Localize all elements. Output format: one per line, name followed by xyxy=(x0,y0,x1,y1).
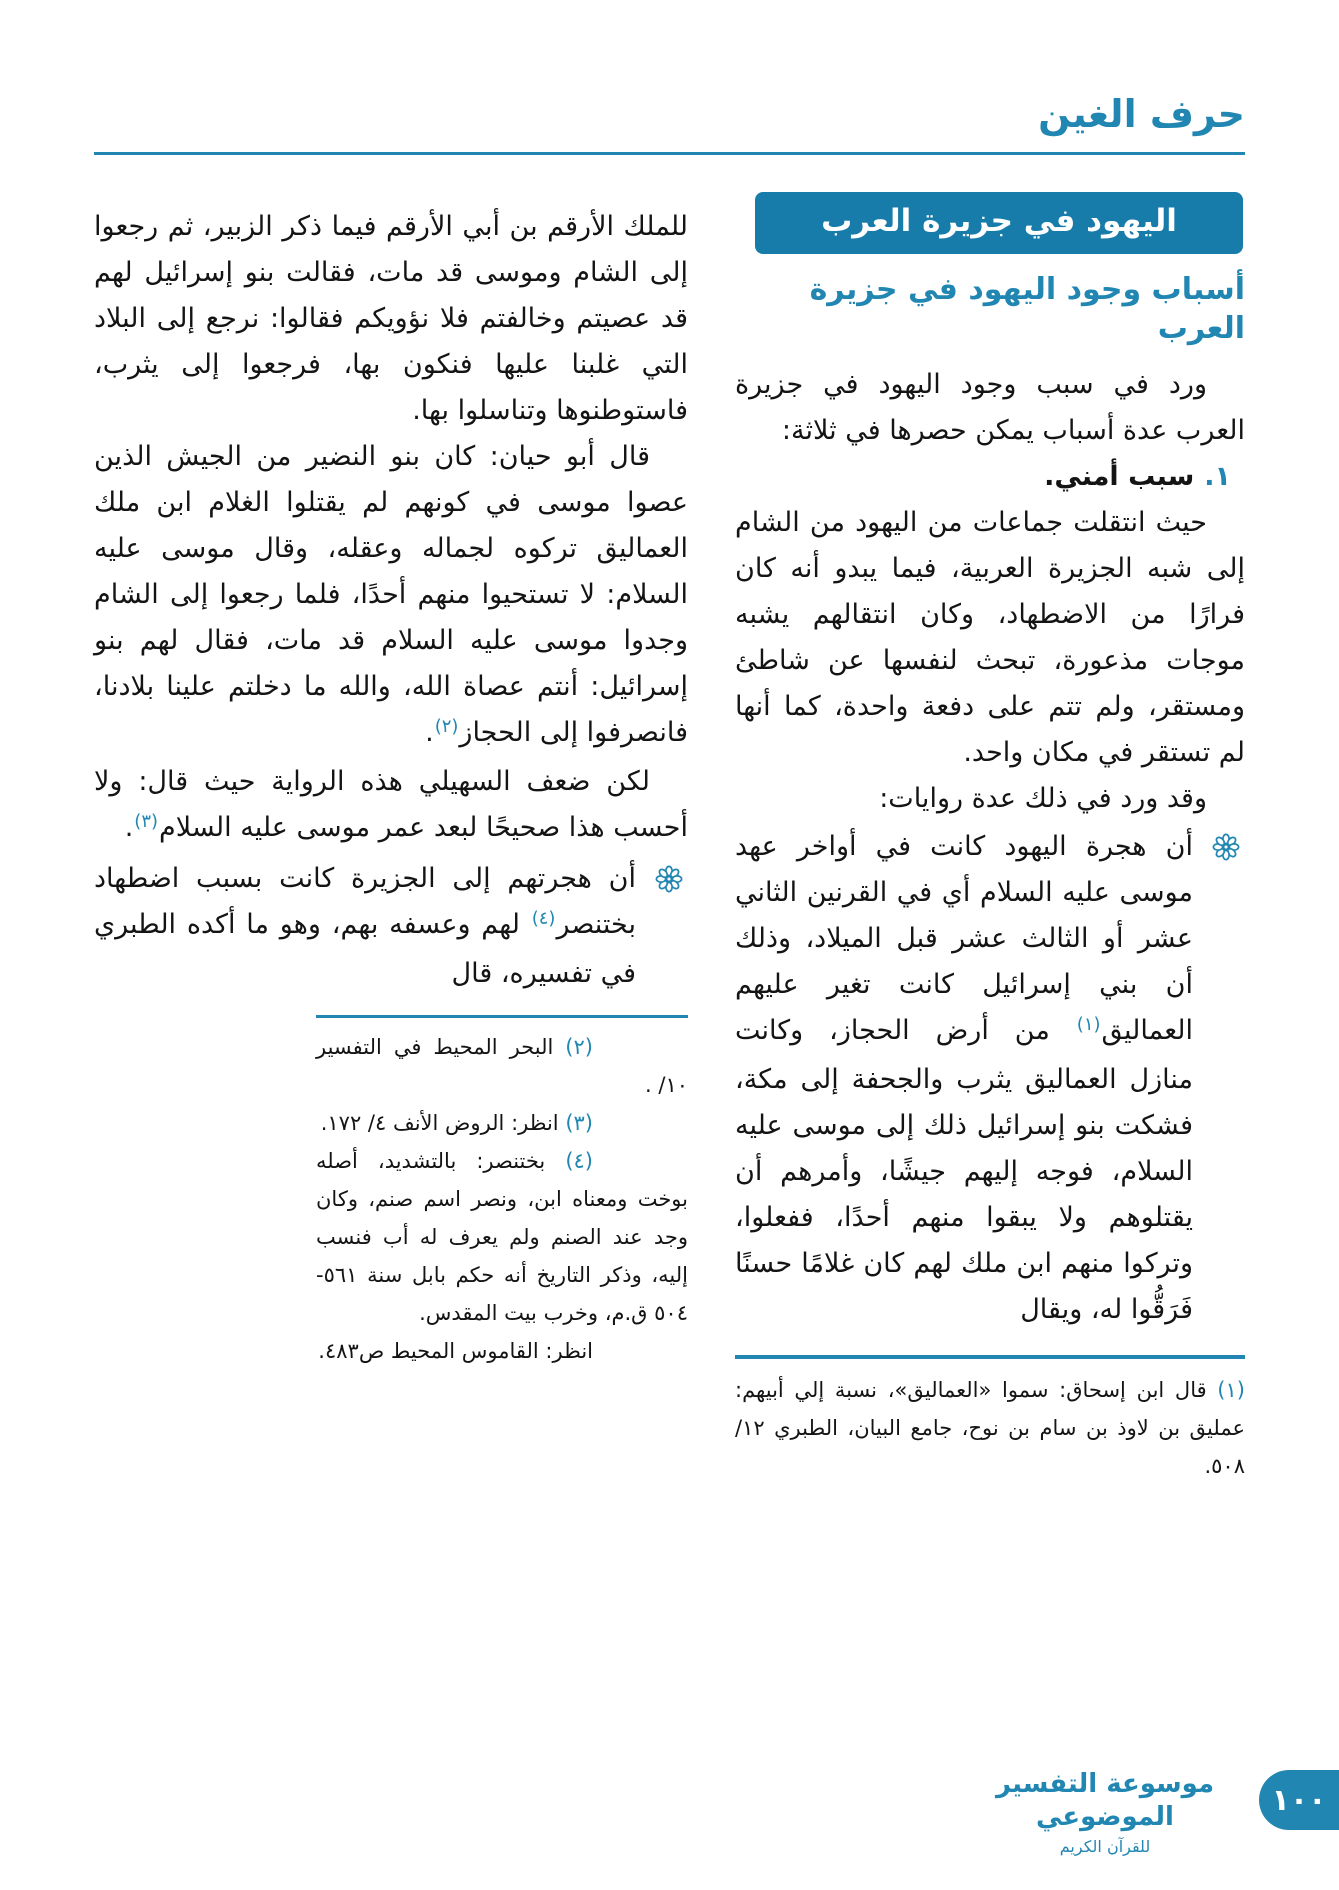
list-item-title: سبب أمني. xyxy=(1044,461,1195,492)
paragraph-intro: ورد في سبب وجود اليهود في جزيرة العرب عدة أسباب يمكن حصرها في ثلاثة: xyxy=(735,369,1245,446)
publisher-logo xyxy=(975,1768,1235,1856)
publisher-logo-title: موسوعة التفسير الموضوعي xyxy=(995,1769,1215,1832)
flower-bullet-icon xyxy=(655,865,683,893)
list-item-security-cause xyxy=(735,454,1245,500)
footnote-4-reference: انظر: القاموس المحيط ص٤٨٣. xyxy=(318,1339,593,1363)
list-item-number: ١. xyxy=(1204,461,1231,492)
paragraph-abu-hayyan: قال أبو حيان: كان بنو النضير من الجيش الذين عصوا موسى في كونهم لم يقتلوا الغلام ابن ملك العماليق تركوه لجماله وعقله، وقال موسى عليه السلام: لا تستحيوا منهم أحدًا، فلما رجعوا إلى الشام وجدوا موسى عليه السلام قد مات، فقال لهم بنو إسرائيل: أنتم عصاة الله، والله ما دخلتم علينا بلادنا، فانصرفوا إلى الحجاز$^{(٢)}$. xyxy=(94,441,688,748)
footnotes-left xyxy=(316,1028,688,1370)
page-number-badge: ١٠٠ xyxy=(1259,1770,1339,1830)
narration-item xyxy=(94,856,688,997)
footnote-4: (٤) بختنصر: بالتشديد، أصله بوخت ومعناه ابن، ونصر اسم صنم، وكان وجد عند الصنم ولم يعرف له أب فنسب إليه، وذكر التاريخ أنه حكم بابل سنة ٥٦١- ٥٠٤ ق.م، وخرب بيت المقدس. xyxy=(316,1149,688,1325)
footnote-divider xyxy=(735,1355,1245,1359)
flower-bullet-icon xyxy=(1212,833,1240,861)
chapter-header: حرف الغين xyxy=(1038,92,1245,136)
paragraph-suhayli: لكن ضعف السهيلي هذه الرواية حيث قال: ولا أحسب هذا صحيحًا لبعد عمر موسى عليه السلام$^{(٣)}$. xyxy=(94,766,688,843)
paragraph-security-cause: حيث انتقلت جماعات من اليهود من الشام إلى شبه الجزيرة العربية، فيما يبدو أنه كان فرارًا من الاضطهاد، وكان انتقالهم يشبه موجات مذعورة، تبحث لنفسها عن شاطئ ومستقر، ولم تتم على دفعة واحدة، كما أنها لم تستقر في مكان واحد. xyxy=(735,507,1245,768)
section-subheading: أسباب وجود اليهود في جزيرة العرب xyxy=(809,272,1245,346)
column-secondary xyxy=(94,190,688,1485)
header-divider xyxy=(94,152,1245,155)
column-primary xyxy=(735,190,1245,1485)
narration-text: أن هجرتهم إلى الجزيرة كانت بسبب اضطهاد بختنصر$^{(٤)}$ لهم وعسفه بهم، وهو ما أكده الطبري في تفسيره، قال xyxy=(94,863,636,989)
footnote-2: (٢) البحر المحيط في التفسير ١٠/ . xyxy=(316,1035,688,1097)
narration-item xyxy=(735,824,1245,1333)
section-title-box: اليهود في جزيرة العرب xyxy=(755,192,1243,254)
footnotes-right xyxy=(735,1371,1245,1485)
footnote-1: (١) قال ابن إسحاق: سموا «العماليق»، نسبة إلي أبيهم: عمليق بن لاوذ بن سام بن نوح، جامع البيان، الطبري ١٢/ ٥٠٨. xyxy=(735,1378,1245,1478)
paragraph-narrations-lead: وقد ورد في ذلك عدة روايات: xyxy=(879,783,1207,814)
paragraph-continuation: للملك الأرقم بن أبي الأرقم فيما ذكر الزبير، ثم رجعوا إلى الشام وموسى قد مات، فقالت بنو إسرائيل لهم قد عصيتم وخالفتم فلا نؤويكم فقالوا: نرجع إلى البلاد التي غلبنا عليها فنكون بها، فرجعوا إلى يثرب، فاستوطنوها وتناسلوا بها. xyxy=(94,211,688,426)
narration-text: أن هجرة اليهود كانت في أواخر عهد موسى عليه السلام أي في القرنين الثاني عشر أو الثالث عشر قبل الميلاد، وذلك أن بني إسرائيل كانت تغير عليهم العماليق$^{(١)}$ من أرض الحجاز، وكانت منازل العماليق يثرب والجحفة إلى مكة، فشكت بنو إسرائيل ذلك إلى موسى عليه السلام، فوجه إليهم جيشًا، وأمرهم أن يقتلوهم ولا يبقوا منهم أحدًا، ففعلوا، وتركوا منهم ابن ملك لهم كان غلامًا حسنًا فَرَقُّوا له، ويقال xyxy=(735,831,1193,1325)
page-content xyxy=(94,190,1245,1485)
footnote-divider xyxy=(316,1015,688,1018)
footnote-3: (٣) انظر: الروض الأنف ٤/ ١٧٢. xyxy=(320,1111,593,1135)
publisher-logo-subtitle: للقرآن الكريم xyxy=(1059,1837,1151,1856)
